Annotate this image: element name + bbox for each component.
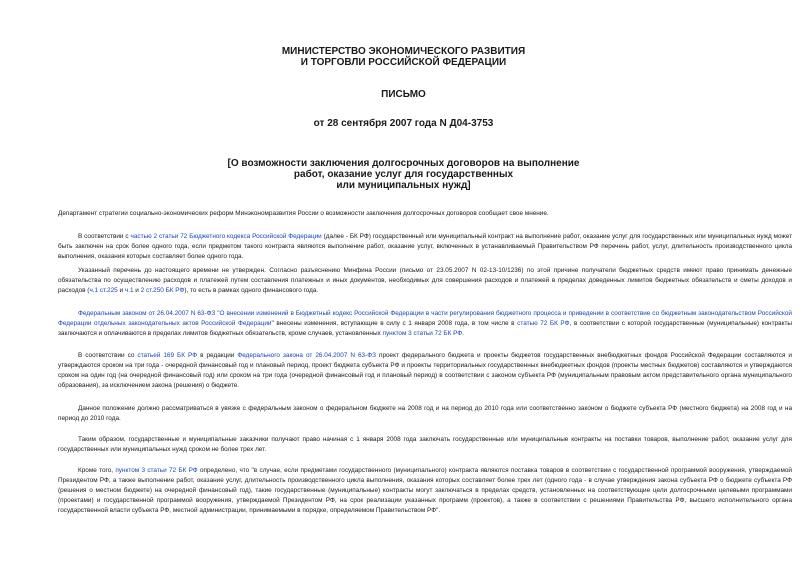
- document-title-line-2: работ, оказание услуг для государственных: [293, 169, 514, 180]
- link-budget-code-art72-part2[interactable]: частью 2 статьи 72 Бюджетного кодекса Российской Федерации: [130, 233, 322, 240]
- document-title-line-3: или муниципальных нужд]: [336, 180, 471, 191]
- ministry-line-2: И ТОРГОВЛИ РОССИЙСКОЙ ФЕДЕРАЦИИ: [300, 57, 507, 68]
- paragraph-text: .: [462, 330, 464, 337]
- paragraph-text: и: [117, 287, 125, 294]
- paragraph-text: ), то есть в рамках одного финансового года.: [184, 287, 319, 294]
- paragraph-text: " внесены изменения, вступающие в силу с 1 января 2008 года, в том числе в: [271, 320, 518, 327]
- paragraph-intro: [58, 209, 792, 219]
- paragraph-conclusion: [58, 435, 792, 455]
- link-part1[interactable]: ч.1: [124, 287, 134, 294]
- paragraph-federal-law-63: [58, 309, 792, 339]
- paragraph-budget-period: [58, 351, 792, 391]
- paragraph-text: определено, что "в случае, если предметами государственного (муниципального) контракта являются поставка товаров в соответствии с государственной программой вооружения, утверждаемой Президентом РФ, а также выполнение работ, оказание услуг, длительность производственного цикла выполнения, оказания которых составляет более трех лет (одного года - в случае утверждения закона субъекта РФ о бюджете субъекта РФ (решения о местном бюджете) на очередной финансовый год), такие государственные (муниципальные) контракты могут заключаться в пределах средств, установленных на соответствующие цели долгосрочными целевыми программами (проектами) и государственной программой вооружения, утверждаемой Президентом РФ, на срок реализации указанных программ (проектов), а также в соответствии с решениями Правительства РФ, высшего исполнительного органа государственной власти субъекта РФ, местной администрации, принимаемыми в порядке, определяемом Правительством РФ".: [58, 467, 792, 514]
- document-type: ПИСЬМО: [381, 89, 426, 100]
- paragraph-text: Департамент стратегии социально-экономических реформ Минэкономразвития России о возможности заключения долгосрочных договоров сообщает свое мнение.: [58, 210, 549, 217]
- link-federal-law-63fz-edition[interactable]: Федерального закона от 26.04.2007 N 63-ФЗ: [237, 352, 376, 359]
- link-art72-item3[interactable]: пунктом 3 статьи 72 БК РФ: [382, 330, 463, 337]
- paragraph-text: Указанный перечень до настоящего времени не утвержден. Согласно разъяснению Минфина России (письмо от 23.05.2007 N 02-13-10/1236) по этой причине получатели бюджетных средств имеют право принимать денежные обязательства по осуществлению расходов и платежей путем составления платежных и иных документов, необходимых для совершения расходов и платежей в пределах доведенных лимитов бюджетных обязательств и сметы доходов и расходов (: [58, 267, 792, 294]
- paragraph-text: Данное положение должно рассматриваться в увязке с федеральным законом о федеральном бюджете на 2008 год и на период до 2010 года или соответственно законом о бюджете субъекта РФ (местного бюджета) на 2008 год и на период до 2010 года.: [58, 405, 792, 422]
- link-art169[interactable]: статьей 169 БК РФ: [137, 352, 198, 359]
- paragraph-text: Таким образом, государственные и муниципальные заказчики получают право начиная с 1 января 2008 года заключать государственные или муниципальные контракты на поставки товаров, выполнение работ, оказание услуг для государственных или муниципальных нужд сроком не более трех лет.: [58, 436, 792, 453]
- ministry-line-1: МИНИСТЕРСТВО ЭКОНОМИЧЕСКОГО РАЗВИТИЯ: [281, 46, 526, 57]
- paragraph-text: и: [133, 287, 141, 294]
- paragraph-text: , в соответствии с которой государственные (муниципальные) контракты заключаются и оплачиваются в пределах лимитов бюджетных обязательств, кроме случаев, установленных: [58, 320, 792, 337]
- paragraph-text: в редакции: [197, 352, 238, 359]
- document-date-number: от 28 сентября 2007 года N Д04-3753: [313, 118, 494, 129]
- paragraph-art72-item3: [58, 466, 792, 516]
- paragraph-text: В соответствии с: [78, 233, 131, 240]
- document-title-line-1: [О возможности заключения долгосрочных договоров на выполнение: [227, 158, 580, 169]
- paragraph-text: (далее - БК РФ) государственный или муниципальный контракт на выполнение работ, оказание услуг для государственных или муниципальных нужд может быть заключен на срок более одного года, если предметом такого контракта являются выполнение работ, оказание услуг, включенных в устанавливаемый Правительством РФ перечень работ, услуг, длительность производственного цикла выполнения, оказания которых составляет более одного года.: [58, 233, 793, 260]
- paragraph-text: Кроме того,: [78, 467, 116, 474]
- paragraph-text: проект федерального бюджета и проекты бюджетов государственных внебюджетных фондов Российской Федерации составляются и утверждаются сроком на три года - очередной финансовый год и плановый период, проект бюджета субъекта РФ и проекты территориальных государственных внебюджетных фондов (проекты местных бюджетов) составляются и утверждаются сроком на один год (на очередной финансовый год) или сроком на три года (очередной финансовый год и плановый период) в соответствии с законом субъекта РФ (муниципальным правовым актом представительного органа муниципального образования), за исключением закона (решения) о бюджете.: [58, 352, 793, 389]
- link-art225-part1[interactable]: ч.1 ст.225: [89, 287, 118, 294]
- paragraph-list-not-approved: [58, 266, 792, 296]
- paragraph-contract-term: [58, 232, 792, 262]
- link-federal-law-63fz[interactable]: Федеральным законом от 26.04.2007 N 63-ФЗ "О внесении изменений в Бюджетный кодекс Российской Федерации в части регулирования бюджетного процесса и приведении в соответствие со бюджетным законодательством Российской Федерации отдельных законодательных актов Российской Федерации: [58, 310, 792, 327]
- link-art72-item3-second[interactable]: пунктом 3 статьи 72 БК РФ: [115, 467, 198, 474]
- paragraph-federal-budget-2008: [58, 404, 792, 424]
- paragraph-text: В соответствии со: [78, 352, 138, 359]
- link-art250-part2[interactable]: 2 ст.250 БК РФ: [140, 287, 185, 294]
- link-art72[interactable]: статью 72 БК РФ: [517, 320, 570, 327]
